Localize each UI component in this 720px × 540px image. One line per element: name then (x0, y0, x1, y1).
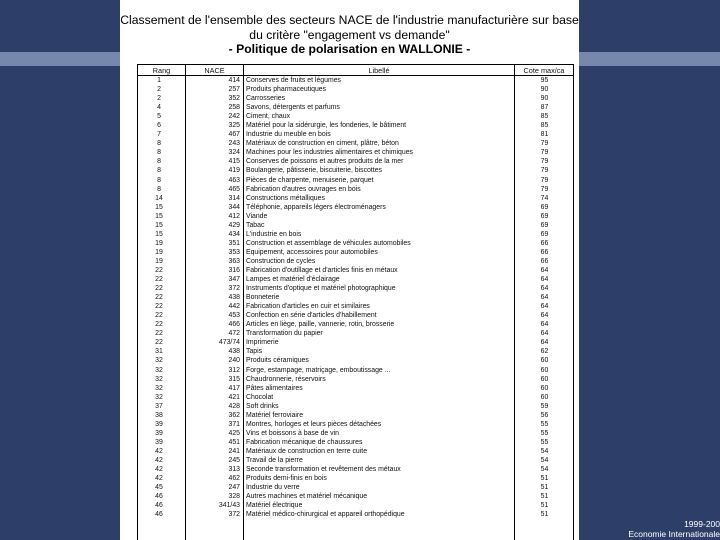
cell-rang: 32 (155, 357, 163, 365)
cell-nace: 314 (228, 194, 240, 202)
table-row (138, 194, 573, 203)
title-line-2: du critère "engagement vs demande" (249, 27, 450, 42)
cell-nace: 372 (228, 285, 240, 293)
cell-rang: 8 (157, 140, 161, 148)
cell-rang: 8 (157, 149, 161, 157)
document-page (120, 0, 579, 540)
cell-libelle: Pièces de charpente, menuiserie, parquet (246, 176, 374, 184)
cell-libelle: Matériaux de construction en ciment, plâtre, béton (246, 140, 399, 148)
cell-cote: 51 (540, 493, 549, 501)
cell-rang: 31 (155, 348, 163, 356)
cell-nace: 434 (228, 230, 240, 238)
cell-libelle: Produits céramiques (246, 357, 309, 365)
cell-rang: 45 (155, 484, 163, 492)
cell-cote: 60 (540, 384, 549, 392)
cell-libelle: Soft drinks (246, 402, 279, 410)
cell-libelle: Confection en série d'articles d'habillement (246, 312, 377, 320)
cell-libelle: Constructions métalliques (246, 194, 325, 202)
cell-rang: 19 (155, 257, 163, 265)
cell-nace: 438 (228, 348, 240, 356)
cell-libelle: Seconde transformation et revêtement des métaux (246, 466, 401, 474)
cell-nace: 462 (228, 475, 240, 483)
cell-nace: 341/43 (218, 502, 240, 510)
cell-libelle: Lampes et matériel d'éclairage (246, 276, 340, 284)
table-row (138, 85, 573, 94)
cell-libelle: Transformation du papier (246, 330, 323, 338)
cell-nace: 438 (228, 294, 240, 302)
cell-cote: 64 (540, 276, 549, 284)
cell-cote: 64 (540, 303, 549, 311)
cell-rang: 46 (155, 511, 163, 519)
table-row (138, 148, 573, 157)
cell-rang: 22 (155, 303, 163, 311)
table-row (138, 293, 573, 302)
cell-cote: 69 (540, 212, 549, 220)
cell-cote: 69 (540, 203, 549, 211)
table-row (138, 203, 573, 212)
table-row (138, 501, 573, 510)
cell-nace: 351 (228, 239, 240, 247)
cell-nace: 451 (228, 438, 240, 446)
cell-libelle: Industrie du verre (246, 484, 300, 492)
cell-libelle: Téléphonie, appareils légers électroménagers (246, 203, 386, 211)
cell-nace: 472 (228, 330, 240, 338)
cell-rang: 8 (157, 176, 161, 184)
table-row (138, 284, 573, 293)
table-row (138, 103, 573, 112)
cell-nace: 316 (228, 266, 240, 274)
cell-libelle: Bonneterie (246, 294, 280, 302)
cell-cote: 64 (540, 330, 549, 338)
cell-libelle: Chocolat (246, 393, 274, 401)
cell-nace: 465 (228, 185, 240, 193)
cell-rang: 37 (155, 402, 163, 410)
cell-rang: 15 (155, 203, 163, 211)
cell-cote: 79 (540, 140, 549, 148)
cell-rang: 15 (155, 230, 163, 238)
cell-rang: 32 (155, 384, 163, 392)
table-row (138, 157, 573, 166)
cell-libelle: Autres machines et matériel mécanique (246, 493, 368, 501)
table-row (138, 338, 573, 347)
table-row (138, 239, 573, 248)
cell-cote: 55 (540, 438, 549, 446)
cell-rang: 14 (155, 194, 163, 202)
cell-libelle: Imprimerie (246, 339, 279, 347)
cell-libelle: Fabrication d'articles en cuir et similaires (246, 303, 370, 311)
table-row (138, 302, 573, 311)
cell-libelle: Pâtes alimentaires (246, 384, 303, 392)
cell-cote: 62 (540, 348, 549, 356)
title-line-3: - Politique de polarisation en WALLONIE - (228, 42, 471, 56)
cell-cote: 79 (540, 158, 549, 166)
table-row (138, 366, 573, 375)
cell-cote: 79 (540, 176, 549, 184)
table-row (138, 483, 573, 492)
cell-cote: 85 (540, 122, 549, 130)
cell-rang: 8 (157, 158, 161, 166)
cell-rang: 5 (157, 113, 161, 121)
cell-nace: 412 (228, 212, 240, 220)
cell-nace: 415 (228, 158, 240, 166)
footer (610, 519, 720, 539)
cell-rang: 19 (155, 239, 163, 247)
cell-libelle: Boulangerie, pâtisserie, biscuiterie, biscottes (246, 167, 382, 175)
table-row (138, 311, 573, 320)
cell-libelle: Montres, horloges et leurs pièces détachées (246, 420, 382, 428)
header-cote: Cote max/ca (523, 66, 565, 75)
cell-nace: 417 (228, 384, 240, 392)
cell-libelle: Produits demi-finis en bois (246, 475, 327, 483)
cell-libelle: Articles en liège, paille, vannerie, rotin, brosserie (246, 321, 395, 329)
cell-cote: 64 (540, 266, 549, 274)
cell-nace: 312 (228, 366, 240, 374)
cell-rang: 39 (155, 438, 163, 446)
table-row (138, 257, 573, 266)
cell-nace: 325 (228, 122, 240, 130)
cell-cote: 64 (540, 312, 549, 320)
cell-cote: 66 (540, 248, 549, 256)
cell-libelle: Matériel ferroviaire (246, 411, 304, 419)
cell-libelle: Construction de cycles (246, 257, 316, 265)
cell-cote: 55 (540, 429, 549, 437)
cell-nace: 371 (228, 420, 240, 428)
table-row (138, 248, 573, 257)
cell-cote: 60 (540, 375, 549, 383)
table-row (138, 402, 573, 411)
cell-nace: 463 (228, 176, 240, 184)
cell-rang: 22 (155, 330, 163, 338)
cell-rang: 8 (157, 167, 161, 175)
cell-nace: 466 (228, 321, 240, 329)
cell-cote: 51 (540, 502, 549, 510)
cell-libelle: Matériaux de construction en terre cuite (246, 447, 368, 455)
table-body (138, 76, 573, 519)
cell-nace: 363 (228, 257, 240, 265)
cell-libelle: Conserves de poissons et autres produits de la mer (246, 158, 404, 166)
footer-year: 1999-200 (684, 519, 720, 529)
table-row (138, 393, 573, 402)
cell-nace: 352 (228, 95, 240, 103)
cell-nace: 429 (228, 221, 240, 229)
cell-nace: 328 (228, 493, 240, 501)
cell-libelle: Tabac (246, 221, 265, 229)
cell-rang: 2 (157, 86, 161, 94)
cell-rang: 32 (155, 366, 163, 374)
cell-cote: 79 (540, 167, 549, 175)
table-row (138, 139, 573, 148)
cell-cote: 51 (540, 511, 549, 519)
cell-libelle: Matériel médico-chirurgical et appareil orthopédique (246, 511, 405, 519)
cell-libelle: Travail de la pierre (246, 456, 303, 464)
cell-libelle: Matériel électrique (246, 502, 303, 510)
table-row (138, 266, 573, 275)
title-line-1: Classement de l'ensemble des secteurs NACE de l'industrie manufacturière sur base (120, 13, 579, 27)
cell-libelle: Industrie du meuble en bois (246, 131, 331, 139)
cell-nace: 347 (228, 276, 240, 284)
cell-libelle: Matériel pour la sidérurgie, les fonderies, le bâtiment (246, 122, 407, 130)
cell-libelle: Fabrication mécanique de chaussures (246, 438, 363, 446)
cell-nace: 241 (228, 447, 240, 455)
cell-rang: 38 (155, 411, 163, 419)
cell-nace: 428 (228, 402, 240, 410)
cell-cote: 85 (540, 113, 549, 121)
cell-cote: 54 (540, 456, 549, 464)
cell-libelle: Forge, estampage, matriçage, emboutissage ... (246, 366, 391, 374)
cell-cote: 69 (540, 230, 549, 238)
header-rang: Rang (152, 66, 171, 75)
cell-cote: 64 (540, 321, 549, 329)
cell-nace: 324 (228, 149, 240, 157)
table-row (138, 176, 573, 185)
cell-libelle: Vins et boissons à base de vin (246, 429, 339, 437)
cell-rang: 22 (155, 312, 163, 320)
cell-nace: 245 (228, 456, 240, 464)
table-row (138, 447, 573, 456)
table-row (138, 185, 573, 194)
table-row (138, 329, 573, 338)
table-row (138, 510, 573, 519)
cell-libelle: Machines pour les industries alimentaires et chimiques (246, 149, 413, 157)
table-row (138, 465, 573, 474)
cell-rang: 1 (157, 77, 161, 84)
cell-libelle: Construction et assemblage de véhicules automobiles (246, 239, 411, 247)
cell-rang: 4 (157, 104, 161, 112)
document-title (120, 13, 579, 57)
cell-libelle: L'industrie en bois (246, 230, 302, 238)
cell-cote: 95 (540, 77, 549, 84)
table-row (138, 356, 573, 365)
cell-nace: 421 (228, 393, 240, 401)
cell-nace: 258 (228, 104, 240, 112)
cell-rang: 22 (155, 294, 163, 302)
cell-cote: 64 (540, 294, 549, 302)
cell-cote: 79 (540, 149, 549, 157)
cell-rang: 46 (155, 493, 163, 501)
cell-cote: 54 (540, 466, 549, 474)
cell-cote: 69 (540, 221, 549, 229)
cell-cote: 79 (540, 185, 549, 193)
table-row (138, 212, 573, 221)
cell-nace: 243 (228, 140, 240, 148)
cell-rang: 22 (155, 266, 163, 274)
table-row (138, 411, 573, 420)
table-row (138, 130, 573, 139)
cell-cote: 56 (540, 411, 549, 419)
cell-rang: 32 (155, 375, 163, 383)
cell-cote: 60 (540, 366, 549, 374)
cell-nace: 372 (228, 511, 240, 519)
cell-nace: 247 (228, 484, 240, 492)
cell-cote: 60 (540, 393, 549, 401)
cell-cote: 90 (540, 95, 549, 103)
cell-rang: 19 (155, 248, 163, 256)
cell-libelle: Fabrication d'autres ouvrages en bois (246, 185, 361, 193)
cell-nace: 242 (228, 113, 240, 121)
cell-cote: 51 (540, 475, 549, 483)
cell-rang: 42 (155, 447, 163, 455)
footer-course: Economie Internationale (628, 529, 720, 539)
cell-nace: 425 (228, 429, 240, 437)
cell-cote: 60 (540, 357, 549, 365)
table-row (138, 438, 573, 447)
cell-rang: 8 (157, 185, 161, 193)
cell-nace: 419 (228, 167, 240, 175)
cell-cote: 90 (540, 86, 549, 94)
ranking-table (137, 64, 574, 540)
table-row (138, 456, 573, 465)
cell-cote: 51 (540, 484, 549, 492)
cell-rang: 42 (155, 456, 163, 464)
cell-rang: 42 (155, 466, 163, 474)
cell-rang: 46 (155, 502, 163, 510)
cell-cote: 66 (540, 257, 549, 265)
cell-nace: 467 (228, 131, 240, 139)
cell-rang: 15 (155, 212, 163, 220)
table-row (138, 275, 573, 284)
cell-rang: 39 (155, 420, 163, 428)
cell-rang: 22 (155, 276, 163, 284)
cell-libelle: Conserves de fruits et légumes (246, 77, 341, 84)
cell-libelle: Equipement, accessoires pour automobiles (246, 248, 378, 256)
cell-nace: 362 (228, 411, 240, 419)
cell-cote: 87 (540, 104, 549, 112)
table-row (138, 166, 573, 175)
cell-libelle: Ciment, chaux (246, 113, 291, 121)
header-libelle: Libellé (368, 66, 390, 75)
table-row (138, 320, 573, 329)
cell-nace: 344 (228, 203, 240, 211)
cell-rang: 7 (157, 131, 161, 139)
table-row (138, 420, 573, 429)
cell-rang: 22 (155, 321, 163, 329)
cell-cote: 64 (540, 285, 549, 293)
cell-cote: 59 (540, 402, 549, 410)
table-row (138, 221, 573, 230)
table-row (138, 384, 573, 393)
cell-cote: 54 (540, 447, 549, 455)
table-row (138, 429, 573, 438)
cell-rang: 22 (155, 339, 163, 347)
cell-rang: 22 (155, 285, 163, 293)
cell-nace: 414 (228, 77, 240, 84)
cell-cote: 74 (540, 194, 549, 202)
table-row (138, 94, 573, 103)
table-row (138, 121, 573, 130)
cell-rang: 2 (157, 95, 161, 103)
cell-rang: 32 (155, 393, 163, 401)
table-row (138, 76, 573, 85)
cell-nace: 442 (228, 303, 240, 311)
cell-rang: 6 (157, 122, 161, 130)
cell-rang: 39 (155, 429, 163, 437)
cell-nace: 353 (228, 248, 240, 256)
cell-nace: 315 (228, 375, 240, 383)
table-row (138, 375, 573, 384)
table-row (138, 347, 573, 356)
cell-cote: 55 (540, 420, 549, 428)
header-nace: NACE (204, 66, 225, 75)
cell-cote: 64 (540, 339, 549, 347)
cell-libelle: Savons, détergents et parfums (246, 104, 340, 112)
cell-libelle: Instruments d'optique et matériel photographique (246, 285, 396, 293)
cell-rang: 15 (155, 221, 163, 229)
cell-cote: 81 (540, 131, 549, 139)
table-row (138, 230, 573, 239)
cell-cote: 66 (540, 239, 549, 247)
table-row (138, 474, 573, 483)
cell-libelle: Chaudronnerie, réservoirs (246, 375, 326, 383)
cell-nace: 313 (228, 466, 240, 474)
cell-libelle: Produits pharmaceutiques (246, 86, 327, 94)
cell-nace: 473/74 (218, 339, 240, 347)
cell-libelle: Carrosseries (246, 95, 286, 103)
table-row (138, 492, 573, 501)
table-row (138, 112, 573, 121)
cell-rang: 42 (155, 475, 163, 483)
cell-libelle: Fabrication d'outillage et d'articles finis en métaux (246, 266, 398, 274)
cell-libelle: Viande (246, 212, 268, 220)
cell-libelle: Tapis (246, 348, 263, 356)
cell-nace: 257 (228, 86, 240, 94)
cell-nace: 453 (228, 312, 240, 320)
cell-nace: 240 (228, 357, 240, 365)
